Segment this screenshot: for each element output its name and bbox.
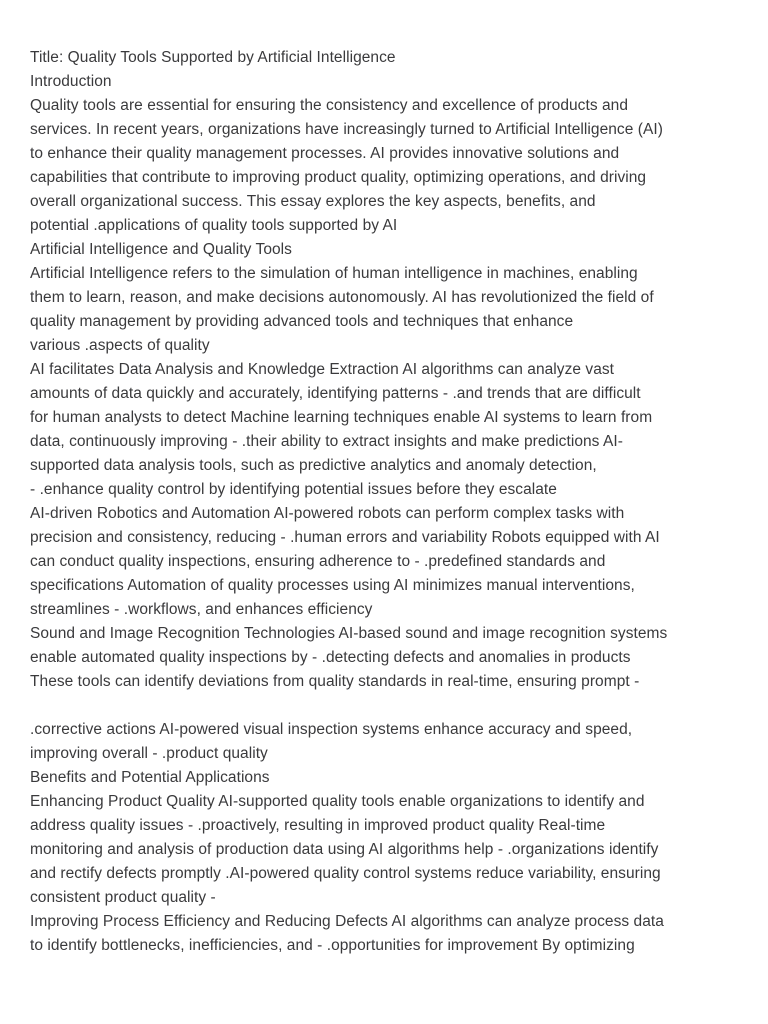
text-line: data, continuously improving - .their ability to extract insights and make predictions AI- (30, 433, 623, 450)
text-line: specifications Automation of quality processes using AI minimizes manual interventions, (30, 577, 635, 594)
blank-line (30, 694, 750, 718)
text-line: can conduct quality inspections, ensuring adherence to - .predefined standards and (30, 553, 606, 570)
section-heading-introduction: Introduction (30, 73, 112, 90)
text-line: address quality issues - .proactively, resulting in improved product quality Real-time (30, 817, 606, 834)
text-line: for human analysts to detect Machine learning techniques enable AI systems to learn from (30, 409, 653, 426)
section-heading-ai-and-quality-tools: Artificial Intelligence and Quality Tools (30, 241, 292, 258)
text-line: them to learn, reason, and make decisions autonomously. AI has revolutionized the field of (30, 289, 654, 306)
text-line: monitoring and analysis of production data using AI algorithms help - .organizations identify (30, 841, 659, 858)
text-line: streamlines - .workflows, and enhances efficiency (30, 601, 373, 618)
text-line: Sound and Image Recognition Technologies AI-based sound and image recognition systems (30, 625, 668, 642)
text-line: overall organizational success. This essay explores the key aspects, benefits, and (30, 193, 596, 210)
text-line: - .enhance quality control by identifying potential issues before they escalate (30, 481, 557, 498)
text-line: Enhancing Product Quality AI-supported quality tools enable organizations to identify and (30, 793, 645, 810)
text-line: These tools can identify deviations from quality standards in real-time, ensuring prompt - (30, 673, 640, 690)
text-line: capabilities that contribute to improving product quality, optimizing operations, and driving (30, 169, 647, 186)
text-line: precision and consistency, reducing - .human errors and variability Robots equipped with AI (30, 529, 660, 546)
text-line: amounts of data quickly and accurately, identifying patterns - .and trends that are difficult (30, 385, 641, 402)
text-line: enable automated quality inspections by - .detecting defects and anomalies in products (30, 649, 631, 666)
text-line: and rectify defects promptly .AI-powered quality control systems reduce variability, ensuring (30, 865, 661, 882)
text-line: various .aspects of quality (30, 337, 210, 354)
document-body (30, 46, 750, 958)
text-line: AI-driven Robotics and Automation AI-powered robots can perform complex tasks with (30, 505, 625, 522)
text-line: improving overall - .product quality (30, 745, 268, 762)
text-line: AI facilitates Data Analysis and Knowledge Extraction AI algorithms can analyze vast (30, 361, 615, 378)
section-heading-benefits: Benefits and Potential Applications (30, 769, 270, 786)
text-line: consistent product quality - (30, 889, 216, 906)
text-line: to identify bottlenecks, inefficiencies, and - .opportunities for improvement By optimizing (30, 937, 635, 954)
text-line: services. In recent years, organizations have increasingly turned to Artificial Intelligence (AI) (30, 121, 663, 138)
text-line: .corrective actions AI-powered visual inspection systems enhance accuracy and speed, (30, 721, 633, 738)
text-line: quality management by providing advanced tools and techniques that enhance (30, 313, 574, 330)
document-title: Title: Quality Tools Supported by Artificial Intelligence (30, 49, 396, 66)
text-line: supported data analysis tools, such as predictive analytics and anomaly detection, (30, 457, 597, 474)
text-line: Quality tools are essential for ensuring the consistency and excellence of products and (30, 97, 628, 114)
text-line: potential .applications of quality tools supported by AI (30, 217, 398, 234)
text-line: to enhance their quality management processes. AI provides innovative solutions and (30, 145, 620, 162)
text-line: Improving Process Efficiency and Reducing Defects AI algorithms can analyze process data (30, 913, 664, 930)
text-line: Artificial Intelligence refers to the simulation of human intelligence in machines, enabling (30, 265, 638, 282)
